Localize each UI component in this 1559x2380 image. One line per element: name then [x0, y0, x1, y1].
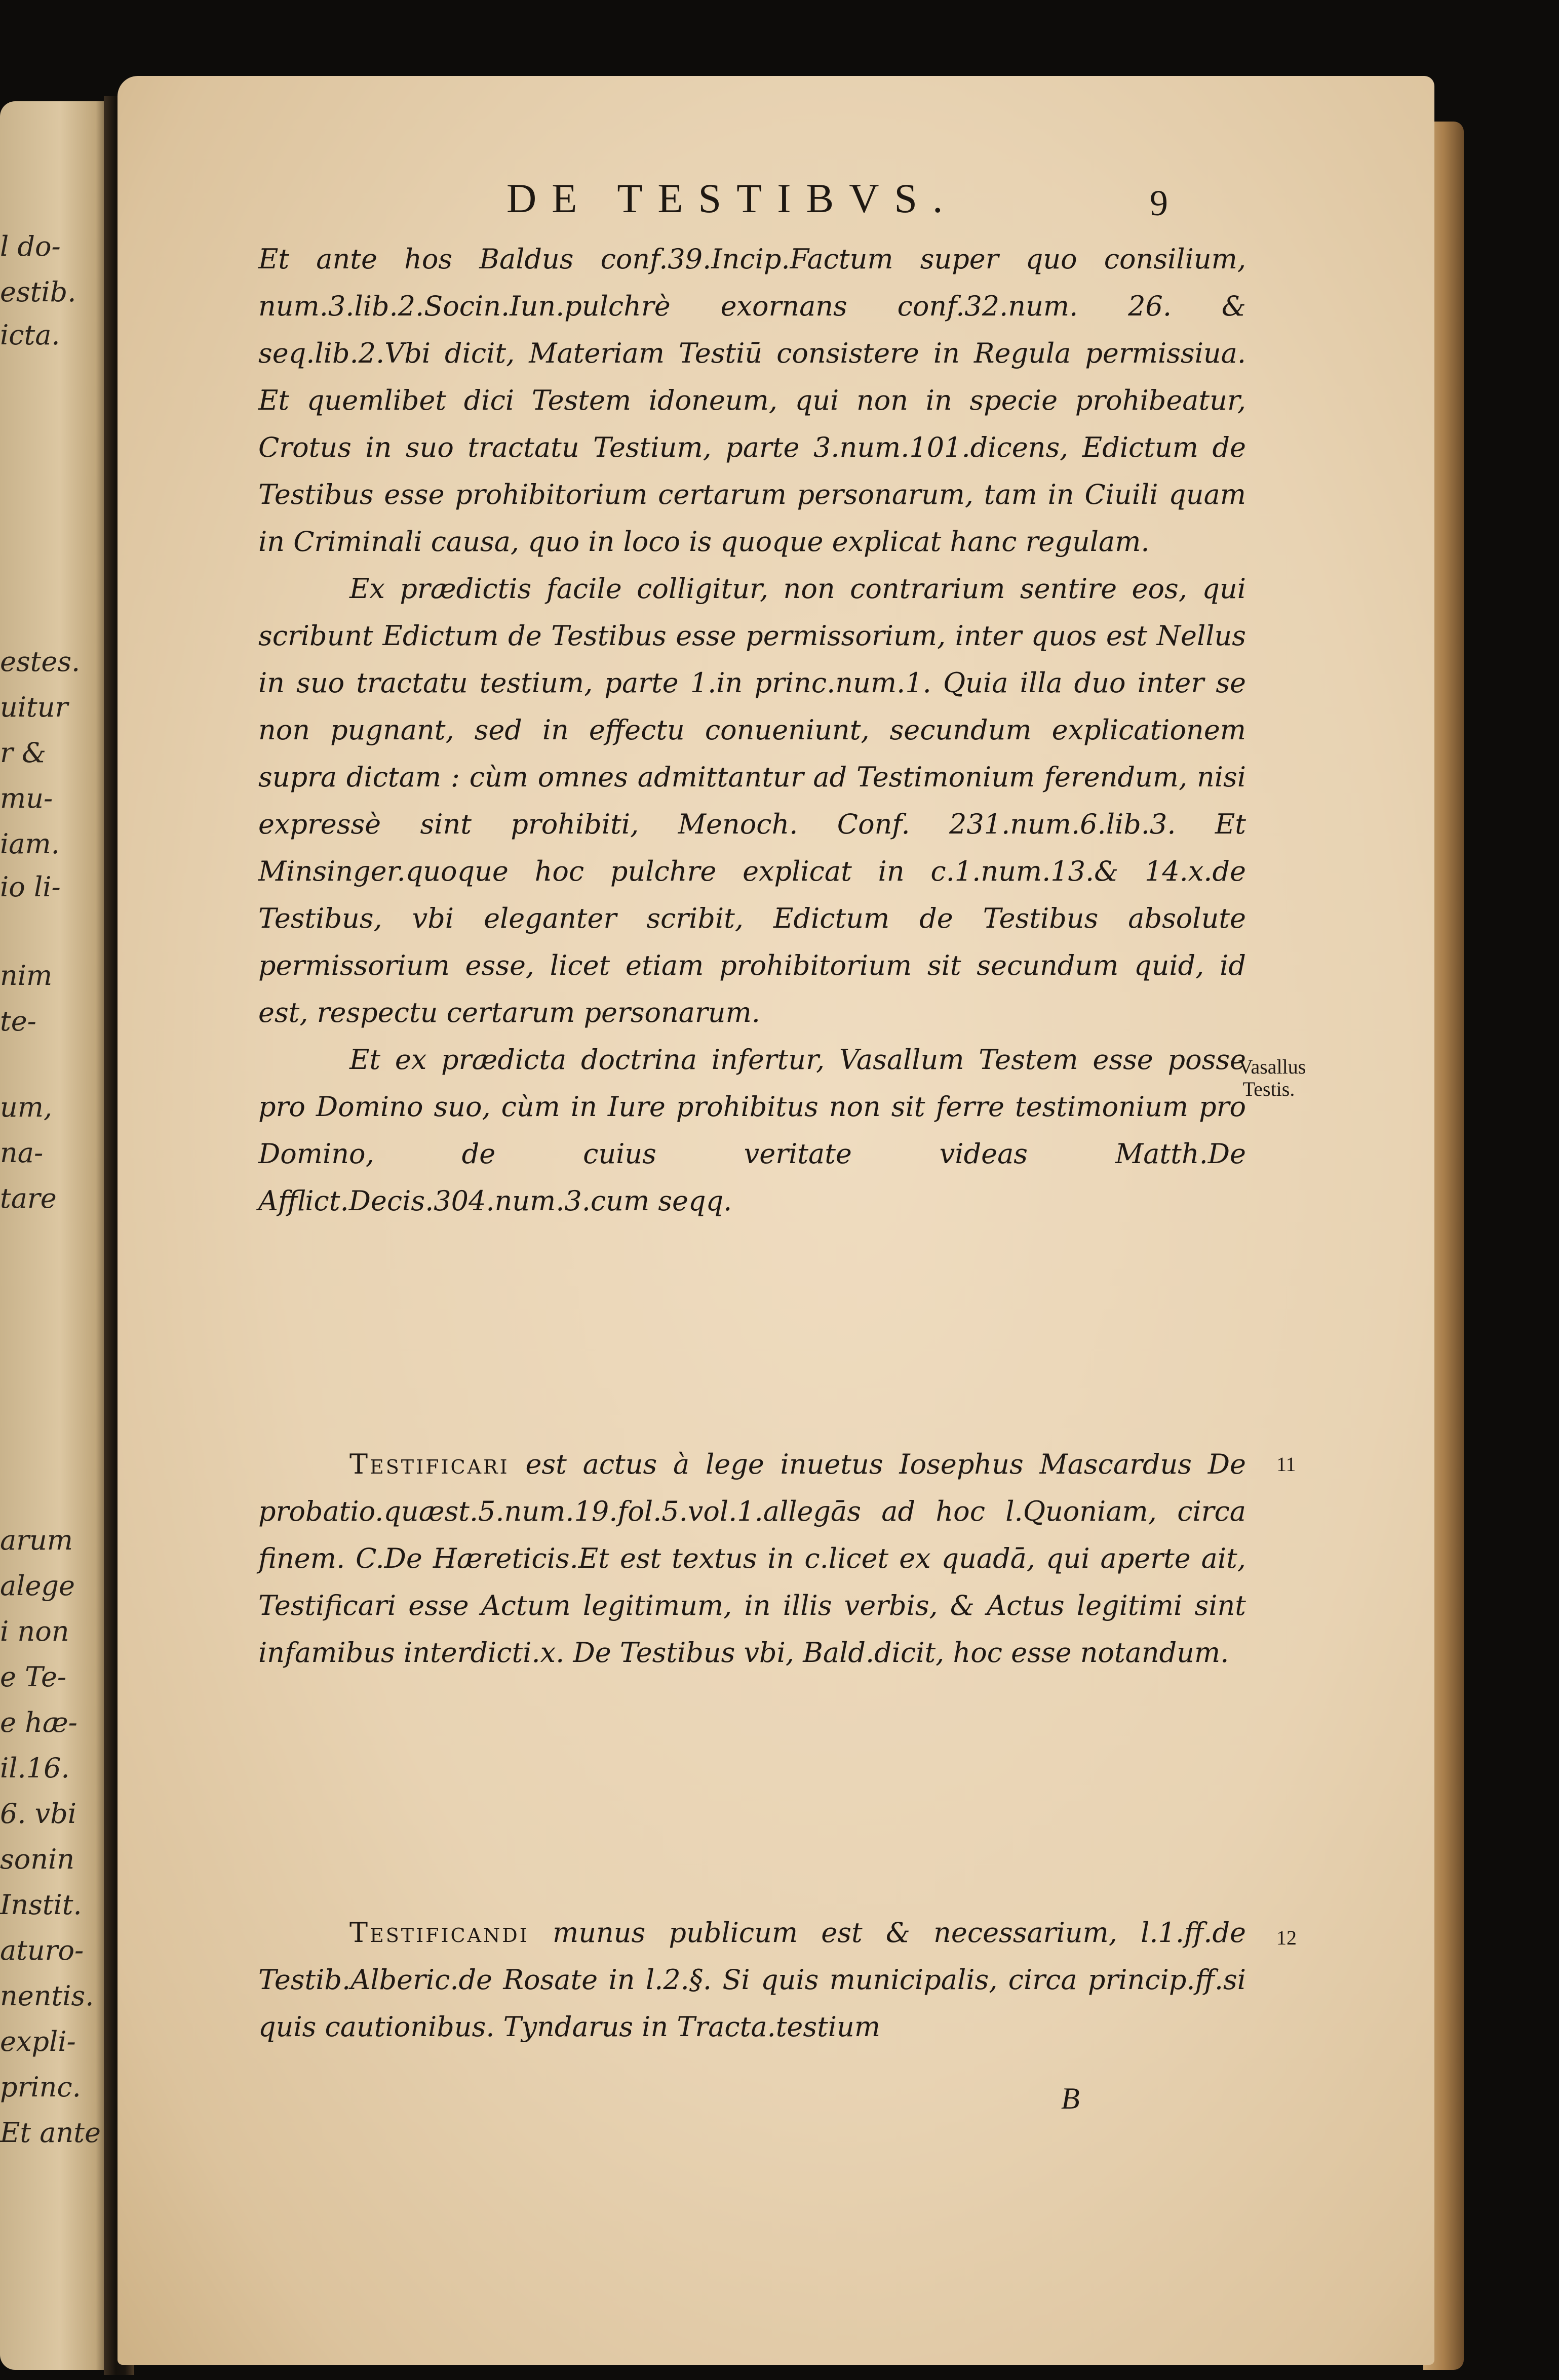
left-fragment: l do-	[0, 230, 61, 262]
paragraph-4	[258, 1441, 1246, 1676]
left-fragment: expli-	[0, 2026, 76, 2057]
left-fragment: sonin	[0, 1843, 75, 1875]
lead-word: Testificandi	[349, 1917, 529, 1949]
left-fragment: alege	[0, 1570, 75, 1602]
left-fragment: il.16.	[0, 1752, 70, 1784]
left-fragment: na-	[0, 1137, 44, 1169]
paragraph-4-text: est actus à lege inuetus Iosephus Mascardus De probatio.quæst.5.num.19.fol.5.vol.1.allegās ad hoc l.Quoniam, circa finem. C.De Hæreticis.Et est textus in c.licet ex quadā, qui aperte ait, Testificari esse Actum legitimum, in illis verbis, & Actus legitimi sint infamibus interdicti.x. De Testibus vbi, Bald.dicit, hoc esse notandum.	[258, 1448, 1246, 1669]
left-fragment: estib.	[0, 276, 76, 308]
left-fragment: Instit.	[0, 1889, 82, 1921]
left-fragment: Et ante	[0, 2117, 101, 2149]
left-fragment: uitur	[0, 691, 68, 723]
signature-mark: B	[1061, 2082, 1080, 2115]
left-fragment: te-	[0, 1005, 36, 1037]
running-header: DE TESTIBVS.	[506, 175, 958, 221]
paragraph-3: Et ex prædicta doctrina infertur, Vasallum Testem esse posse pro Domino suo, cùm in Iure prohibitus non sit ferre testimonium pro Domino, de cuius veritate videas Matth.De Afflict.Decis.304.num.3.cum seqq.	[258, 1044, 1246, 1217]
left-fragment: tare	[0, 1182, 57, 1214]
text-block-main	[258, 235, 1246, 1224]
left-fragment: estes.	[0, 646, 81, 678]
left-fragment: 6. vbi	[0, 1798, 77, 1830]
margin-number-11: 11	[1276, 1453, 1296, 1476]
left-fragment: princ.	[0, 2071, 81, 2103]
left-fragment: aturo-	[0, 1934, 84, 1966]
left-page-edge	[0, 101, 109, 2370]
paragraph-2: Ex prædictis facile colligitur, non contrarium sentire eos, qui scribunt Edictum de Testibus esse permissorium, inter quos est Nellus in suo tractatu testium, parte 1.in princ.num.1. Quia illa duo inter se non pugnant, sed in effectu conueniunt, secundum explicationem supra dictam : cùm omnes admittantur ad Testimonium ferendum, nisi expressè sint prohibiti, Menoch. Conf. 231.num.6.lib.3. Et Minsinger.quoque hoc pulchre explicat in c.1.num.13.& 14.x.de Testibus, vbi eleganter scribit, Edictum de Testibus absolute permissorium esse, licet etiam prohibitorium sit secundum quid, id est, respectu certarum personarum.	[258, 573, 1246, 1028]
margin-note-vasallus: Vasallus Testis.	[1238, 1055, 1306, 1100]
left-fragment: mu-	[0, 782, 53, 814]
page-number: 9	[1150, 183, 1168, 223]
text-block-testificari	[258, 1441, 1246, 1676]
left-fragment: nim	[0, 960, 53, 991]
left-fragment: iam.	[0, 828, 60, 860]
left-fragment: io li-	[0, 871, 61, 903]
paragraph-5-text: munus publicum est & necessarium, l.1.ff.de Testib.Alberic.de Rosate in l.2.§. Si quis municipalis, circa princip.ff.si quis cautionibus. Tyndarus in Tracta.testium	[258, 1917, 1246, 2043]
margin-number-12: 12	[1276, 1926, 1297, 1949]
text-block-testificandi	[258, 1909, 1246, 2050]
left-fragment: e Te-	[0, 1661, 67, 1693]
left-fragment: r &	[0, 737, 47, 769]
paragraph-1: Et ante hos Baldus conf.39.Incip.Factum super quo consilium, num.3.lib.2.Socin.Iun.pulchrè exornans conf.32.num. 26. & seq.lib.2.Vbi dicit, Materiam Testiū consistere in Regula permissiua. Et quemlibet dici Testem idoneum, qui non in specie prohibeatur, Crotus in suo tractatu Testium, parte 3.num.101.dicens, Edictum de Testibus esse prohibitorium certarum personarum, tam in Ciuili quam in Criminali causa, quo in loco is quoque explicat hanc regulam.	[258, 243, 1246, 558]
lead-word: Testificari	[349, 1448, 510, 1480]
left-fragment: e hæ-	[0, 1707, 77, 1738]
left-fragment: icta.	[0, 319, 60, 351]
left-fragment: i non	[0, 1615, 69, 1647]
left-fragment: nentis.	[0, 1980, 94, 2012]
left-fragment: arum	[0, 1524, 73, 1556]
paragraph-5	[258, 1909, 1246, 2050]
left-fragment: um,	[0, 1091, 53, 1123]
